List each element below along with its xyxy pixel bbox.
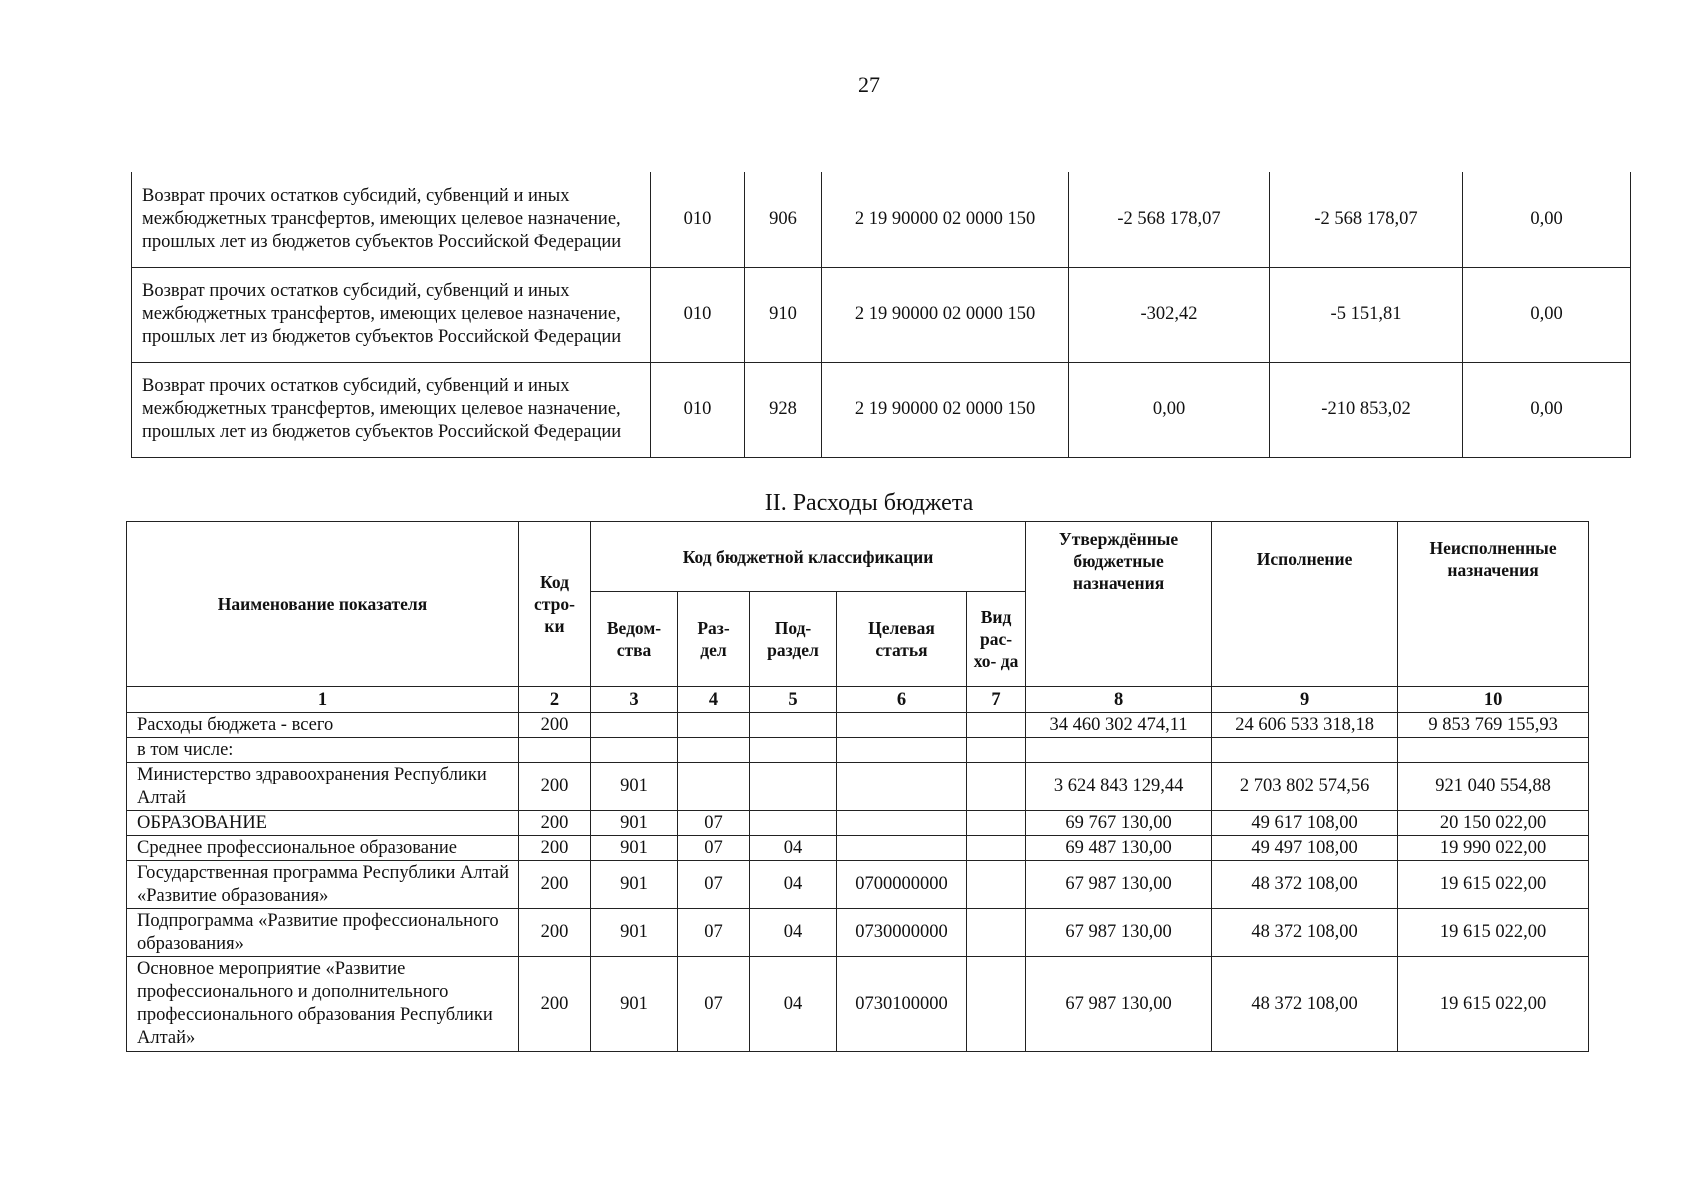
expense-row (127, 861, 1589, 909)
section-code: 07 (678, 836, 750, 861)
expense-row (127, 957, 1589, 1052)
col-number: 9 (1212, 687, 1398, 713)
expense-row (127, 811, 1589, 836)
subsection-code: 04 (750, 861, 837, 909)
col-number: 5 (750, 687, 837, 713)
kbk-code: 2 19 90000 02 0000 150 (822, 267, 1069, 362)
expense-row (127, 763, 1589, 811)
header-line-code: Код стро- ки (519, 522, 591, 687)
section-code (678, 713, 750, 738)
header-kbk-group: Код бюджетной классификации (591, 522, 1026, 592)
target-code (837, 836, 967, 861)
admin-code: 906 (745, 172, 822, 267)
row-name: в том числе: (127, 738, 519, 763)
section-code (678, 738, 750, 763)
dept-code: 901 (591, 909, 678, 957)
header-section: Раз- дел (678, 592, 750, 687)
page-number: 27 (858, 72, 880, 97)
section-code: 07 (678, 957, 750, 1052)
line-code (519, 738, 591, 763)
row-name: Государственная программа Республики Алтай «Развитие образования» (127, 861, 519, 909)
exp-type-code (967, 861, 1026, 909)
executed-value: -210 853,02 (1270, 362, 1463, 457)
approved-value: 67 987 130,00 (1026, 909, 1212, 957)
approved-value: 67 987 130,00 (1026, 861, 1212, 909)
executed-value: 2 703 802 574,56 (1212, 763, 1398, 811)
dept-code: 901 (591, 763, 678, 811)
unexecuted-value (1398, 738, 1589, 763)
subsection-code (750, 713, 837, 738)
approved-value: -2 568 178,07 (1069, 172, 1270, 267)
header-name: Наименование показателя (127, 522, 519, 687)
header-subsection: Под- раздел (750, 592, 837, 687)
dept-code: 901 (591, 836, 678, 861)
row-name: Среднее профессиональное образование (127, 836, 519, 861)
executed-value: 48 372 108,00 (1212, 861, 1398, 909)
approved-value: 3 624 843 129,44 (1026, 763, 1212, 811)
target-code (837, 738, 967, 763)
row-name: Основное мероприятие «Развитие профессионального и дополнительного профессионального образования Республики Алтай» (127, 957, 519, 1052)
line-code: 200 (519, 836, 591, 861)
row-name: Министерство здравоохранения Республики Алтай (127, 763, 519, 811)
line-code: 200 (519, 909, 591, 957)
col-number: 1 (127, 687, 519, 713)
line-code: 010 (651, 172, 745, 267)
header-exp-type: Вид рас- хо- да (967, 592, 1026, 687)
exp-type-code (967, 811, 1026, 836)
executed-value: 49 497 108,00 (1212, 836, 1398, 861)
income-row (132, 362, 1631, 457)
col-number: 6 (837, 687, 967, 713)
executed-value: 48 372 108,00 (1212, 909, 1398, 957)
dept-code: 901 (591, 957, 678, 1052)
unexecuted-value: 9 853 769 155,93 (1398, 713, 1589, 738)
income-row (132, 267, 1631, 362)
unexecuted-value: 0,00 (1463, 267, 1631, 362)
admin-code: 928 (745, 362, 822, 457)
section-code: 07 (678, 861, 750, 909)
section-code (678, 763, 750, 811)
target-code (837, 763, 967, 811)
line-code: 010 (651, 267, 745, 362)
row-name: Подпрограмма «Развитие профессионального образования» (127, 909, 519, 957)
subsection-code (750, 811, 837, 836)
col-number: 8 (1026, 687, 1212, 713)
target-code (837, 713, 967, 738)
target-code: 0730100000 (837, 957, 967, 1052)
target-code: 0700000000 (837, 861, 967, 909)
exp-type-code (967, 836, 1026, 861)
unexecuted-value: 19 990 022,00 (1398, 836, 1589, 861)
approved-value: -302,42 (1069, 267, 1270, 362)
header-target: Целевая статья (837, 592, 967, 687)
expense-row (127, 738, 1589, 763)
executed-value: 24 606 533 318,18 (1212, 713, 1398, 738)
unexecuted-value: 20 150 022,00 (1398, 811, 1589, 836)
unexecuted-value: 0,00 (1463, 172, 1631, 267)
line-code: 200 (519, 763, 591, 811)
header-approved: Утверждённые бюджетные назначения (1026, 522, 1212, 687)
unexecuted-value: 19 615 022,00 (1398, 957, 1589, 1052)
approved-value: 67 987 130,00 (1026, 957, 1212, 1052)
unexecuted-value: 921 040 554,88 (1398, 763, 1589, 811)
income-table-body (132, 172, 1631, 457)
unexecuted-value: 0,00 (1463, 362, 1631, 457)
exp-type-code (967, 909, 1026, 957)
exp-type-code (967, 763, 1026, 811)
approved-value: 34 460 302 474,11 (1026, 713, 1212, 738)
executed-value: 48 372 108,00 (1212, 957, 1398, 1052)
expenses-table (126, 521, 1589, 1052)
section-code: 07 (678, 909, 750, 957)
dept-code: 901 (591, 861, 678, 909)
target-code (837, 811, 967, 836)
exp-type-code (967, 738, 1026, 763)
subsection-code: 04 (750, 836, 837, 861)
expense-row (127, 909, 1589, 957)
row-name: ОБРАЗОВАНИЕ (127, 811, 519, 836)
section-code: 07 (678, 811, 750, 836)
executed-value: -5 151,81 (1270, 267, 1463, 362)
kbk-code: 2 19 90000 02 0000 150 (822, 362, 1069, 457)
line-code: 200 (519, 713, 591, 738)
header-unexecuted: Неисполненные назначения (1398, 522, 1589, 687)
row-name: Возврат прочих остатков субсидий, субвенций и иных межбюджетных трансфертов, имеющих целевое назначение, прошлых лет из бюджетов субъектов Российской Федерации (132, 362, 651, 457)
header-executed: Исполнение (1212, 522, 1398, 687)
approved-value: 69 487 130,00 (1026, 836, 1212, 861)
admin-code: 910 (745, 267, 822, 362)
col-number: 4 (678, 687, 750, 713)
subsection-code: 04 (750, 909, 837, 957)
subsection-code (750, 763, 837, 811)
dept-code (591, 738, 678, 763)
exp-type-code (967, 957, 1026, 1052)
executed-value: 49 617 108,00 (1212, 811, 1398, 836)
row-name: Возврат прочих остатков субсидий, субвенций и иных межбюджетных трансфертов, имеющих целевое назначение, прошлых лет из бюджетов субъектов Российской Федерации (132, 267, 651, 362)
executed-value: -2 568 178,07 (1270, 172, 1463, 267)
row-name: Расходы бюджета - всего (127, 713, 519, 738)
col-number: 3 (591, 687, 678, 713)
exp-type-code (967, 713, 1026, 738)
approved-value (1026, 738, 1212, 763)
line-code: 200 (519, 957, 591, 1052)
col-number: 7 (967, 687, 1026, 713)
header-dept: Ведом- ства (591, 592, 678, 687)
col-number: 2 (519, 687, 591, 713)
expense-row (127, 713, 1589, 738)
executed-value (1212, 738, 1398, 763)
target-code: 0730000000 (837, 909, 967, 957)
line-code: 010 (651, 362, 745, 457)
section-title: II. Расходы бюджета (764, 490, 974, 516)
dept-code (591, 713, 678, 738)
approved-value: 0,00 (1069, 362, 1270, 457)
approved-value: 69 767 130,00 (1026, 811, 1212, 836)
line-code: 200 (519, 861, 591, 909)
col-number: 10 (1398, 687, 1589, 713)
expense-row (127, 836, 1589, 861)
income-table (131, 172, 1631, 458)
dept-code: 901 (591, 811, 678, 836)
unexecuted-value: 19 615 022,00 (1398, 909, 1589, 957)
row-name: Возврат прочих остатков субсидий, субвенций и иных межбюджетных трансфертов, имеющих целевое назначение, прошлых лет из бюджетов субъектов Российской Федерации (132, 172, 651, 267)
subsection-code (750, 738, 837, 763)
expenses-table-body (127, 713, 1589, 1052)
subsection-code: 04 (750, 957, 837, 1052)
unexecuted-value: 19 615 022,00 (1398, 861, 1589, 909)
line-code: 200 (519, 811, 591, 836)
kbk-code: 2 19 90000 02 0000 150 (822, 172, 1069, 267)
income-row (132, 172, 1631, 267)
